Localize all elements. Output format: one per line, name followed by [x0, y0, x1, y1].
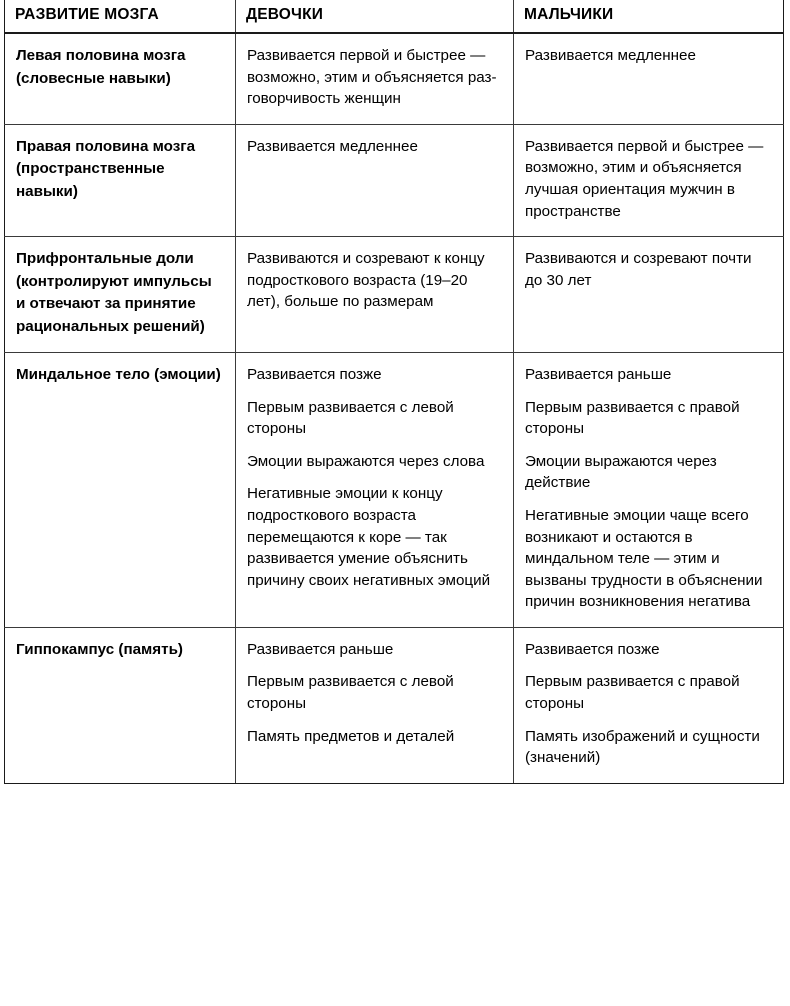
- cell-boys: [514, 124, 784, 236]
- cell-boys: [514, 33, 784, 124]
- table-row: [5, 353, 784, 628]
- cell-girls: [236, 124, 514, 236]
- table-header-row: [5, 0, 784, 33]
- cell-paragraph: Негативные эмоции к концу подросткового возраста перемещаются к коре — так развивается умение объяснить причину своих негативных эмоций: [247, 485, 491, 589]
- cell-paragraph: Память предметов и деталей: [247, 727, 455, 745]
- cell-paragraph: Развивается медленнее: [525, 47, 696, 65]
- cell-paragraph: Память изображений и сущности (значений): [525, 727, 760, 767]
- row-label-cell: Гиппокампус (память): [5, 627, 236, 783]
- cell-girls: [236, 353, 514, 628]
- column-header-boys: МАЛЬЧИКИ: [514, 0, 784, 33]
- cell-girls: [236, 237, 514, 353]
- row-label-cell: Миндальное тело (эмоции): [5, 353, 236, 628]
- row-label-cell: Левая половина мозга (словесные навыки): [5, 33, 236, 124]
- cell-boys: [514, 353, 784, 628]
- table-body: [5, 33, 784, 783]
- table-row: [5, 627, 784, 783]
- row-label-cell: Прифронтальные доли (контролируют импульсы и отвечают за принятие рациональных решений): [5, 237, 236, 353]
- cell-paragraph: Первым развивается с левой стороны: [247, 398, 454, 438]
- cell-paragraph: Первым развивается с правой стороны: [525, 673, 740, 713]
- column-header-girls: ДЕВОЧКИ: [236, 0, 514, 33]
- cell-paragraph: Развивается раньше: [247, 640, 394, 658]
- column-header-brain-development: РАЗВИТИЕ МОЗГА: [5, 0, 236, 33]
- cell-paragraph: Первым развивается с левой стороны: [247, 673, 454, 713]
- cell-paragraph: Эмоции выражаются через действие: [525, 452, 717, 492]
- table-row: [5, 124, 784, 236]
- cell-paragraph: Эмоции выражаются через слова: [247, 452, 485, 470]
- table-row: [5, 33, 784, 124]
- cell-paragraph: Развивается позже: [247, 366, 382, 384]
- cell-paragraph: Развиваются и созревают почти до 30 лет: [525, 250, 752, 289]
- cell-girls: [236, 627, 514, 783]
- cell-paragraph: Развивается первой и быстрее — возможно, этим и объясняется лучшая ориентация мужчин в пространстве: [525, 137, 764, 220]
- cell-boys: [514, 237, 784, 353]
- brain-development-table: [4, 0, 784, 784]
- cell-boys: [514, 627, 784, 783]
- cell-paragraph: Развивается раньше: [525, 366, 672, 384]
- cell-paragraph: Негативные эмоции чаще всего возникают и остаются в миндальном теле — этим и вызваны трудности в объяснении причин возникновения негатива: [525, 506, 763, 611]
- cell-paragraph: Первым развивается с правой стороны: [525, 398, 740, 438]
- cell-paragraph: Развивается первой и быстрее — возможно, этим и объясняется разговорчивость женщин: [247, 47, 497, 108]
- table-header: [5, 0, 784, 33]
- cell-girls: [236, 33, 514, 124]
- row-label-cell: Правая половина мозга (пространственные навыки): [5, 124, 236, 236]
- cell-paragraph: Развивается медленнее: [247, 137, 418, 155]
- cell-paragraph: Развиваются и созревают к концу подросткового возраста (19–20 лет), больше по размерам: [247, 250, 485, 311]
- cell-paragraph: Развивается позже: [525, 640, 660, 658]
- table-row: [5, 237, 784, 353]
